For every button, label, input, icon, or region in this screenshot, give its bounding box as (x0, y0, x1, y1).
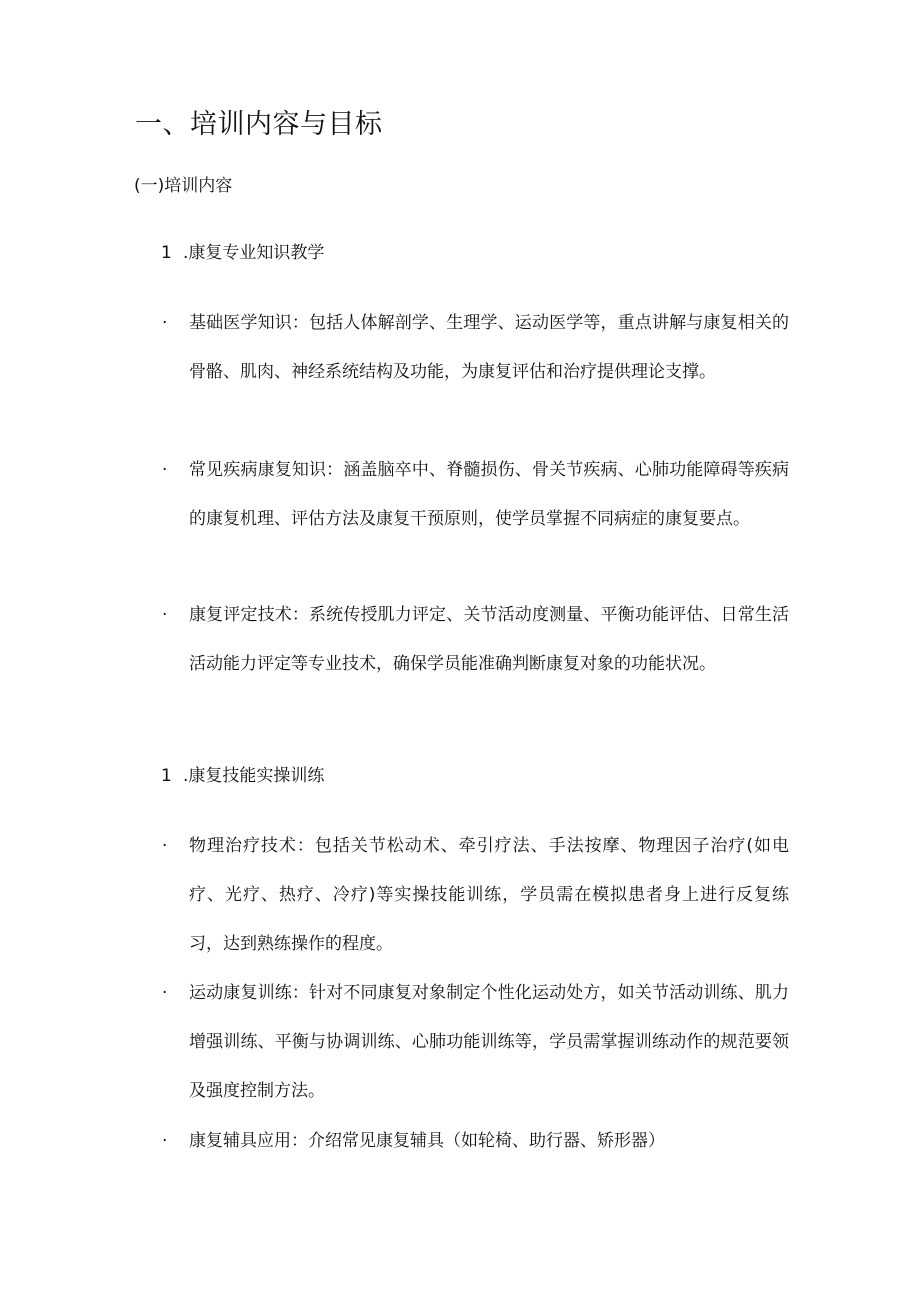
section-heading-skills (161, 763, 324, 789)
section-heading-knowledge (161, 240, 324, 266)
bullet-marker: · (162, 1131, 168, 1151)
list-item-text: 基础医学知识：包括人体解剖学、生理学、运动医学等，重点讲解与康复相关的骨骼、肌肉、神经系统结构及功能，为康复评估和治疗提供理论支撑。 (189, 313, 789, 382)
section-title: .康复专业知识教学 (183, 243, 325, 263)
heading-level-1: 一、培训内容与目标 (135, 109, 383, 140)
list-item-text: 康复评定技术：系统传授肌力评定、关节活动度测量、平衡功能评估、日常生活活动能力评定等专业技术，确保学员能准确判断康复对象的功能状况。 (189, 605, 789, 674)
bullet-marker: · (162, 460, 168, 480)
section-title: .康复技能实操训练 (183, 766, 325, 786)
section-number: 1 (161, 243, 172, 263)
bullet-marker: · (162, 983, 168, 1003)
bullet-marker: · (162, 605, 168, 625)
bullet-marker: · (162, 313, 168, 333)
list-item-text: 常见疾病康复知识：涵盖脑卒中、脊髓损伤、骨关节疾病、心肺功能障碍等疾病的康复机理、评估方法及康复干预原则，使学员掌握不同病症的康复要点。 (189, 460, 789, 529)
bullet-marker: · (162, 836, 168, 856)
list-item-text: 物理治疗技术：包括关节松动术、牵引疗法、手法按摩、物理因子治疗(如电疗、光疗、热疗、冷疗)等实操技能训练，学员需在模拟患者身上进行反复练习，达到熟练操作的程度。 (189, 836, 789, 954)
list-item-text: 康复辅具应用：介绍常见康复辅具（如轮椅、助行器、矫形器） (189, 1131, 665, 1151)
section-number: 1 (161, 766, 172, 786)
heading-level-2: (一)培训内容 (134, 176, 233, 196)
list-item-text: 运动康复训练：针对不同康复对象制定个性化运动处方，如关节活动训练、肌力增强训练、平衡与协调训练、心肺功能训练等，学员需掌握训练动作的规范要领及强度控制方法。 (189, 983, 789, 1101)
